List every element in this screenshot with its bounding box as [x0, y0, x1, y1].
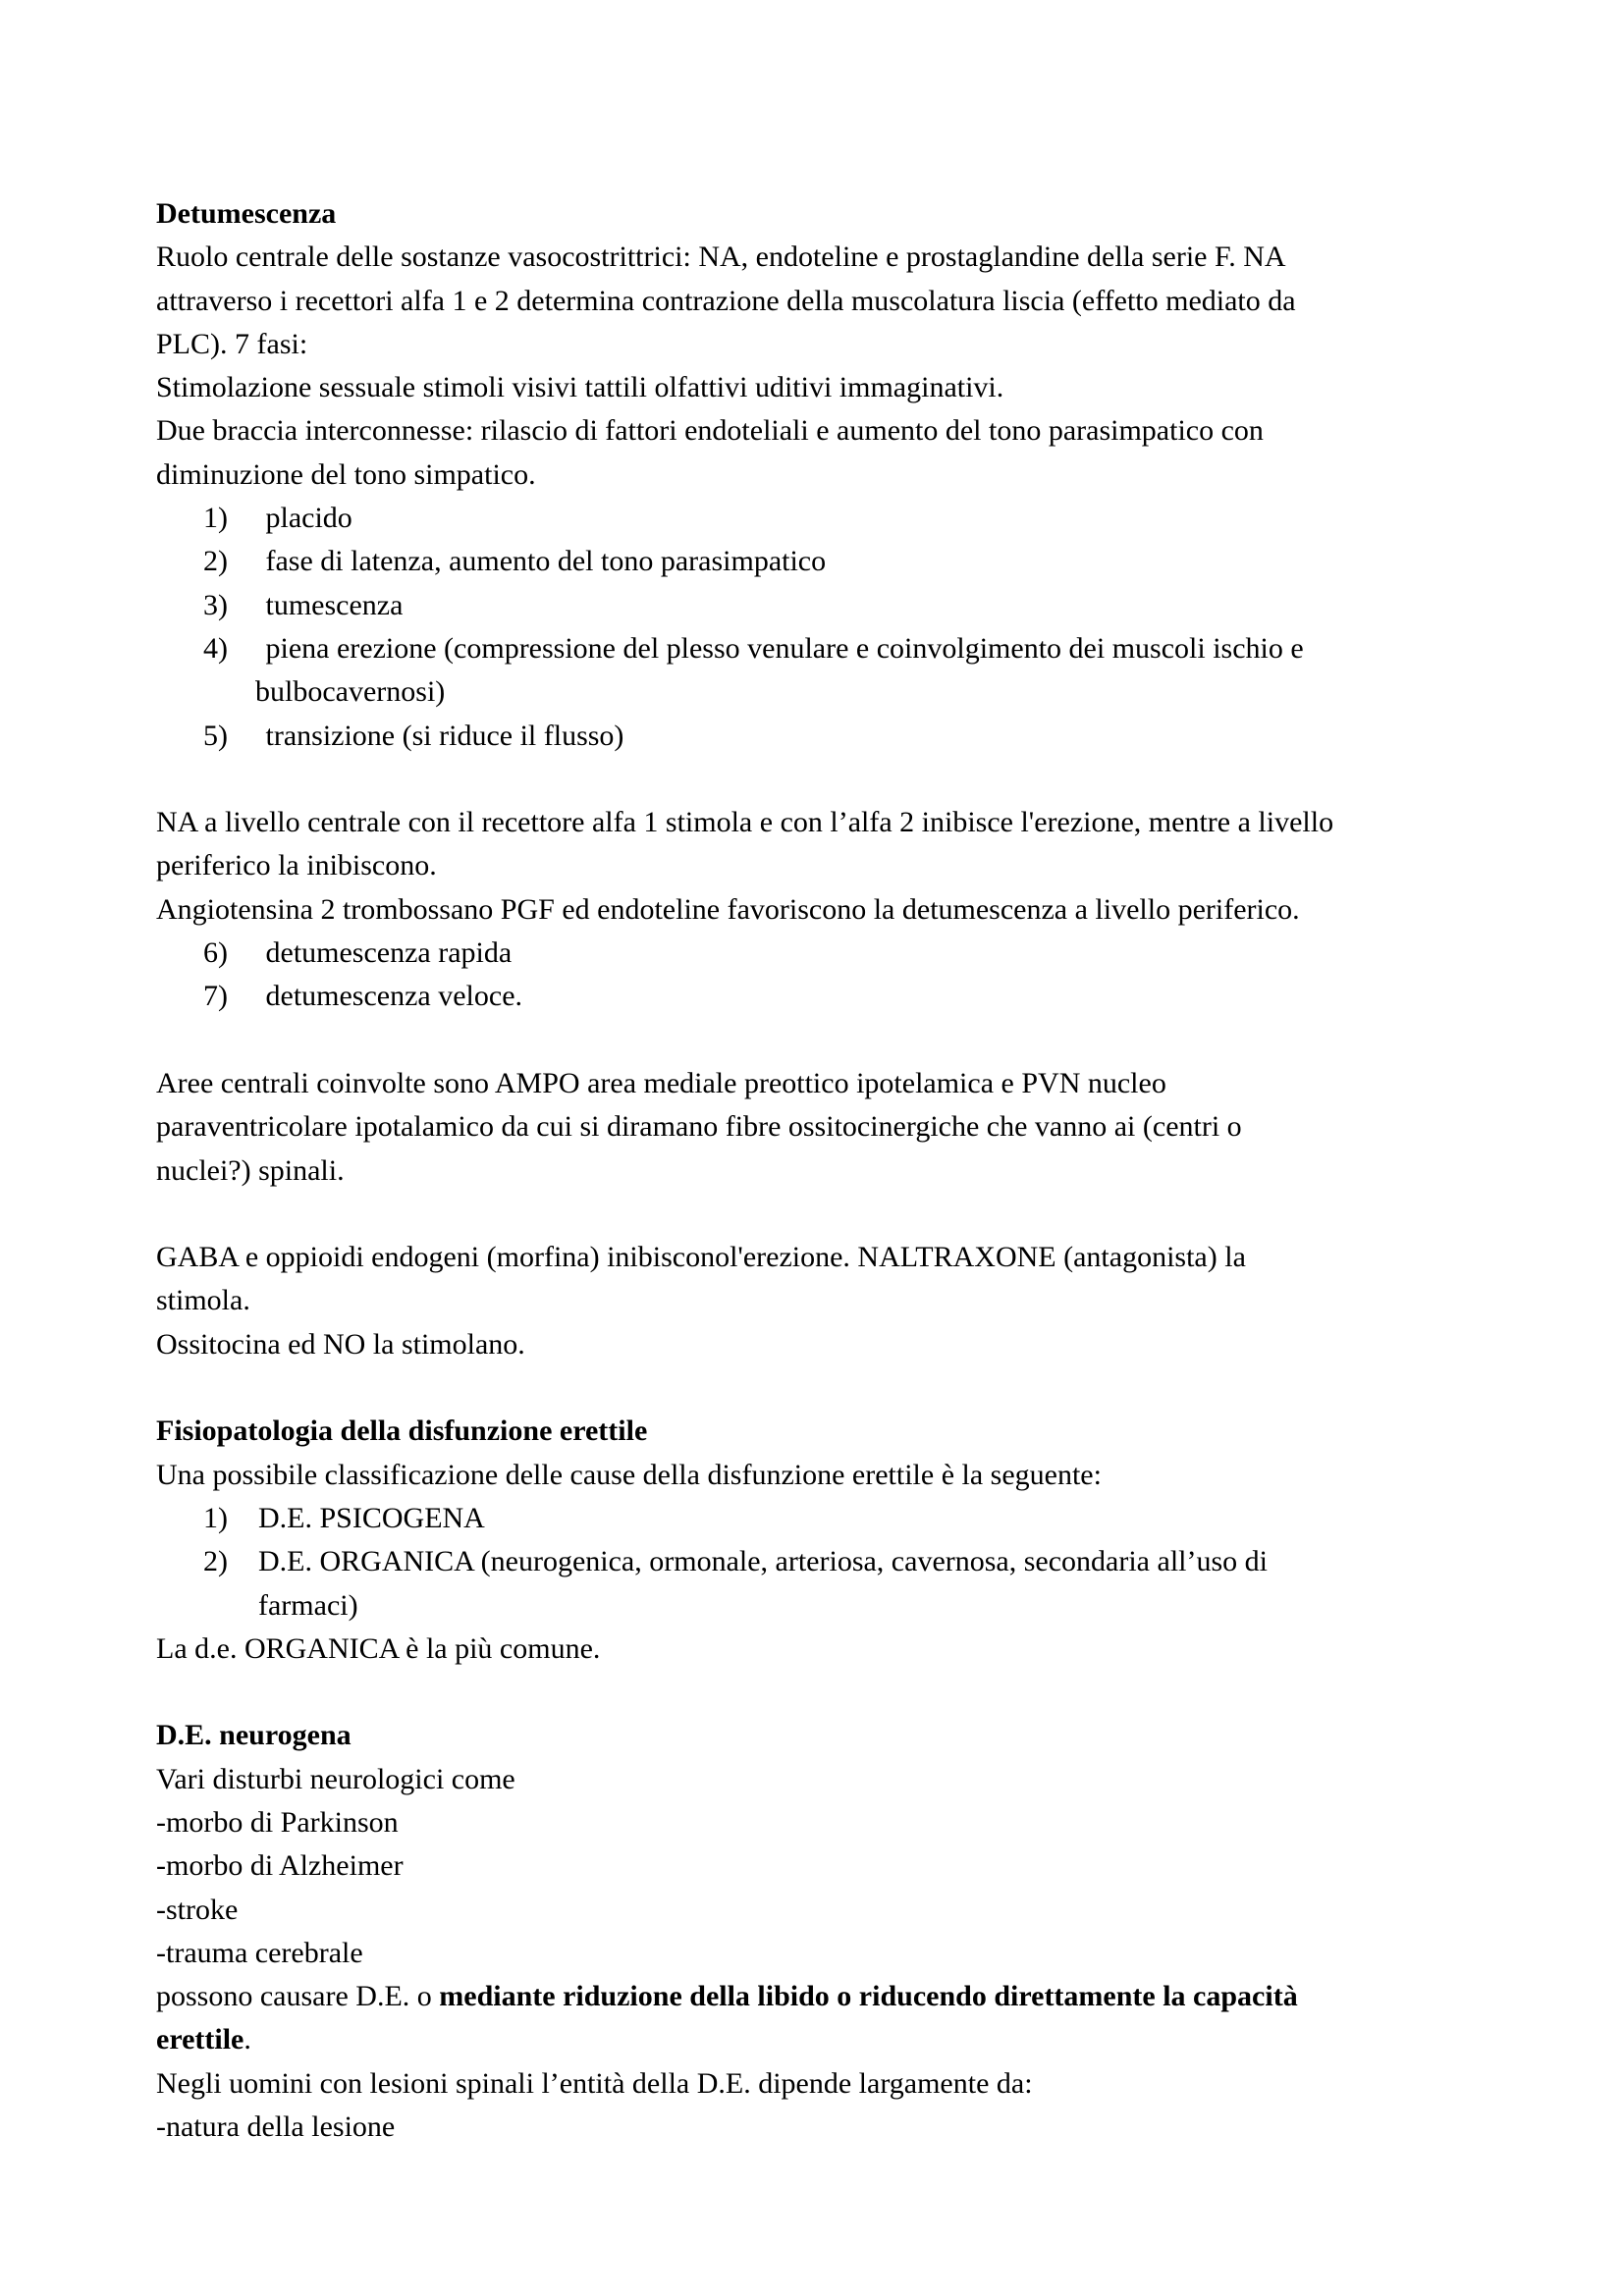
list-number: 4) [203, 631, 228, 665]
list-text: D.E. PSICOGENA [258, 1501, 485, 1534]
list-item-continuation: bulbocavernosi) [255, 675, 446, 709]
list-item [156, 627, 1491, 670]
section-heading-de-neurogena: D.E. neurogena [156, 1719, 352, 1752]
list-number: 3) [203, 588, 228, 621]
text-run: . [243, 2023, 251, 2056]
paragraph-line: Aree centrali coinvolte sono AMPO area mediale preottico ipotelamica e PVN nucleo [156, 1066, 1166, 1099]
list-item-continuation: farmaci) [258, 1588, 358, 1622]
paragraph-line: Angiotensina 2 trombossano PGF ed endoteline favoriscono la detumescenza a livello periferico. [156, 892, 1300, 926]
paragraph-line: -natura della lesione [156, 2110, 396, 2144]
list-item [156, 540, 1491, 583]
paragraph-line: Ruolo centrale delle sostanze vasocostrittrici: NA, endoteline e prostaglandine della serie F. NA [156, 240, 1286, 274]
list-text: detumescenza veloce. [258, 980, 523, 1013]
list-text: detumescenza rapida [258, 936, 513, 970]
paragraph-line: attraverso i recettori alfa 1 e 2 determina contrazione della muscolatura liscia (effetto mediato da [156, 284, 1296, 317]
list-text: tumescenza [258, 588, 404, 621]
spacer [156, 1366, 1491, 1410]
bold-text-run: mediante riduzione della libido o riducendo direttamente la capacità [439, 1980, 1298, 2013]
list-text: transizione (si riduce il flusso) [258, 719, 624, 752]
list-number: 7) [203, 980, 228, 1013]
paragraph-line: NA a livello centrale con il recettore alfa 1 stimola e con l’alfa 2 inibisce l'erezione, mentre a livello [156, 806, 1334, 839]
paragraph-line: GABA e oppioidi endogeni (morfina) inibisconol'erezione. NALTRAXONE (antagonista) la [156, 1241, 1246, 1274]
list-item [156, 584, 1491, 627]
list-text: fase di latenza, aumento del tono parasimpatico [258, 545, 827, 578]
list-number: 1) [203, 502, 228, 535]
paragraph-line [156, 1975, 1491, 2018]
spacer [156, 1019, 1491, 1062]
list-item [156, 715, 1491, 758]
paragraph-line: -morbo di Alzheimer [156, 1849, 404, 1883]
list-number: 2) [203, 1545, 228, 1578]
paragraph-line: Negli uomini con lesioni spinali l’entità della D.E. dipende largamente da: [156, 2066, 1033, 2100]
text-run: possono causare D.E. o [156, 1980, 440, 2013]
spacer [156, 1193, 1491, 1236]
paragraph-line [156, 2018, 1491, 2061]
paragraph-line: -morbo di Parkinson [156, 1805, 399, 1839]
list-text: placido [258, 502, 352, 535]
spacer [156, 758, 1491, 801]
paragraph-line: Due braccia interconnesse: rilascio di fattori endoteliali e aumento del tono parasimpatico con [156, 414, 1264, 448]
paragraph-line: -stroke [156, 1893, 239, 1926]
list-item [156, 932, 1491, 975]
list-number: 2) [203, 545, 228, 578]
list-number: 1) [203, 1501, 228, 1534]
spacer [156, 1671, 1491, 1714]
section-heading-fisiopatologia: Fisiopatologia della disfunzione erettile [156, 1415, 648, 1448]
paragraph-line: Vari disturbi neurologici come [156, 1762, 515, 1795]
paragraph-line: paraventricolare ipotalamico da cui si diramano fibre ossitocinergiche che vanno ai (centri o [156, 1110, 1242, 1144]
paragraph-line: Ossitocina ed NO la stimolano. [156, 1327, 525, 1361]
paragraph-line: nuclei?) spinali. [156, 1153, 345, 1187]
paragraph-line: PLC). 7 fasi: [156, 327, 308, 360]
list-item [156, 1497, 1491, 1540]
paragraph-line: La d.e. ORGANICA è la più comune. [156, 1631, 601, 1665]
list-number: 5) [203, 719, 228, 752]
paragraph-line: periferico la inibiscono. [156, 849, 437, 882]
paragraph-line: -trauma cerebrale [156, 1936, 363, 1969]
list-item [156, 975, 1491, 1018]
list-number: 6) [203, 936, 228, 970]
list-text: piena erezione (compressione del plesso venulare e coinvolgimento dei muscoli ischio e [258, 631, 1304, 665]
paragraph-line: diminuzione del tono simpatico. [156, 457, 536, 491]
list-item [156, 1540, 1491, 1583]
section-heading-detumescenza: Detumescenza [156, 197, 337, 230]
paragraph-line: Stimolazione sessuale stimoli visivi tattili olfattivi uditivi immaginativi. [156, 371, 1004, 404]
list-item [156, 497, 1491, 540]
paragraph-line: stimola. [156, 1284, 250, 1317]
list-text: D.E. ORGANICA (neurogenica, ormonale, arteriosa, cavernosa, secondaria all’uso di [258, 1545, 1268, 1578]
document-content [156, 192, 1491, 2149]
bold-text-run: erettile [156, 2023, 244, 2056]
paragraph-line: Una possibile classificazione delle cause della disfunzione erettile è la seguente: [156, 1458, 1102, 1491]
